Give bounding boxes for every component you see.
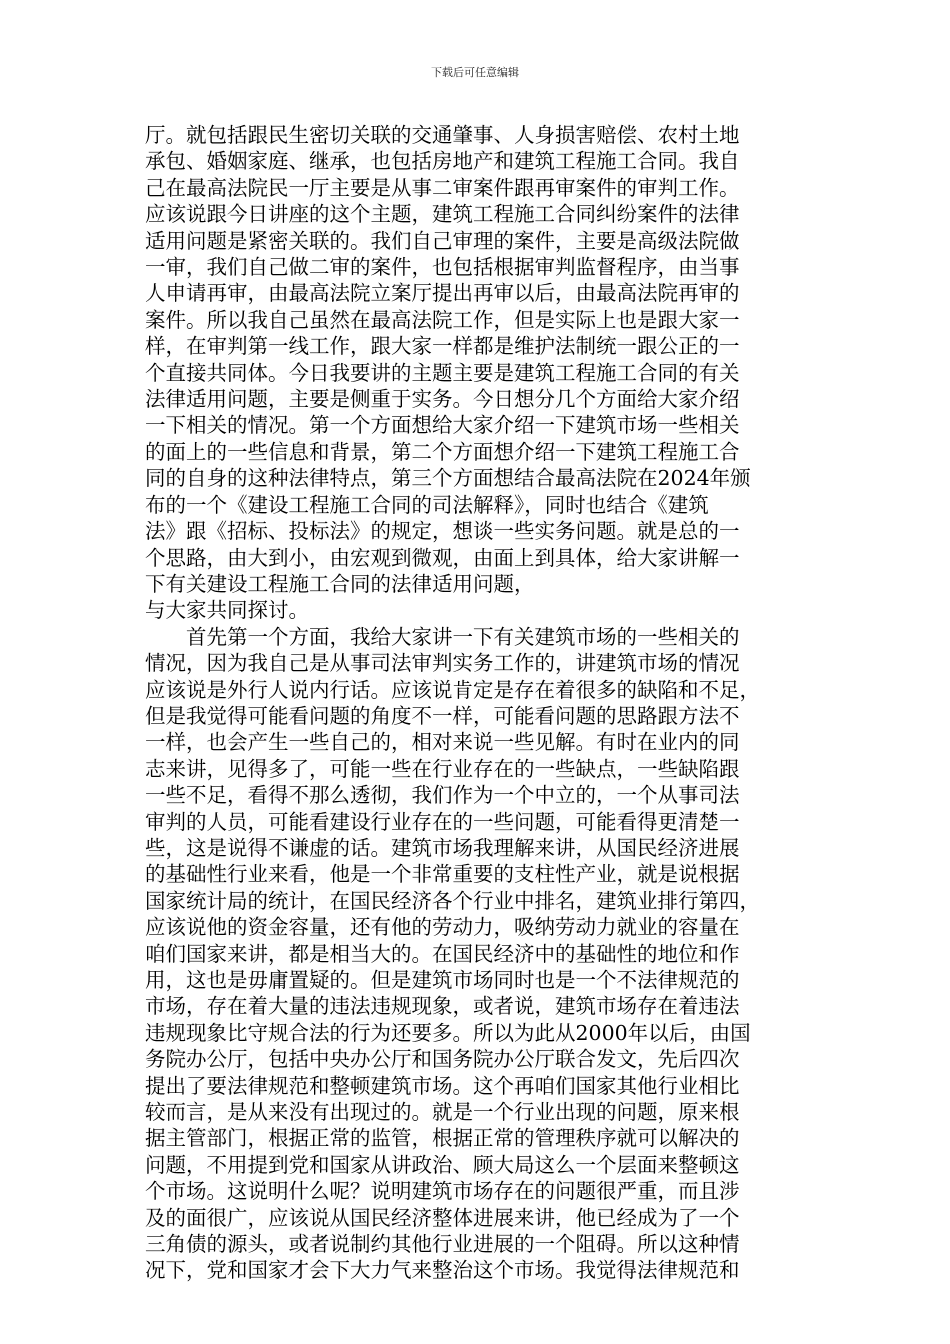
text-line: 承包、婚姻家庭、继承，也包括房地产和建筑工程施工合同。我自 [145, 149, 740, 174]
text-line: 首先第一个方面，我给大家讲一下有关建筑市场的一些相关的 [145, 624, 740, 649]
text-line: 市场，存在着大量的违法违规现象，或者说，建筑市场存在着违法 [145, 994, 740, 1019]
document-body [145, 122, 805, 1284]
text-line: 个直接共同体。今日我要讲的主题主要是建筑工程施工合同的有关 [145, 360, 740, 385]
text-line: 应该说跟今日讲座的这个主题，建筑工程施工合同纠纷案件的法律 [145, 202, 740, 227]
text-line: 法》跟《招标、投标法》的规定，想谈一些实务问题。就是总的一 [145, 519, 740, 544]
text-line: 个市场。这说明什么呢？说明建筑市场存在的问题很严重，而且涉 [145, 1179, 740, 1204]
text-line: 一下相关的情况。第一个方面想给大家介绍一下建筑市场一些相关 [145, 413, 740, 438]
text-line: 样，在审判第一线工作，跟大家一样都是维护法制统一跟公正的一 [145, 334, 740, 359]
text-line: 的面上的一些信息和背景，第二个方面想介绍一下建筑工程施工合 [145, 439, 740, 464]
text-line: 三角债的源头，或者说制约其他行业进展的一个阻碍。所以这种情 [145, 1232, 740, 1257]
text-line: 法律适用问题，主要是侧重于实务。今日想分几个方面给大家介绍 [145, 387, 740, 412]
text-line: 提出了要法律规范和整顿建筑市场。这个再咱们国家其他行业相比 [145, 1073, 740, 1098]
text-line: 与大家共同探讨。 [145, 598, 309, 623]
text-line: 情况，因为我自己是从事司法审判实务工作的，讲建筑市场的情况 [145, 651, 740, 676]
text-line: 据主管部门，根据正常的监管，根据正常的管理秩序就可以解决的 [145, 1126, 740, 1151]
text-line: 些，这是说得不谦虚的话。建筑市场我理解来讲，从国民经济进展 [145, 835, 740, 860]
text-line: 但是我觉得可能看问题的角度不一样，可能看问题的思路跟方法不 [145, 703, 740, 728]
text-line: 同的自身的这种法律特点，第三个方面想结合最高法院在2024年颁 [145, 466, 751, 491]
text-line: 志来讲，见得多了，可能一些在行业存在的一些缺点，一些缺陷跟 [145, 756, 740, 781]
text-line: 务院办公厅，包括中央办公厅和国务院办公厅联合发文，先后四次 [145, 1047, 740, 1072]
paragraph-2 [145, 624, 805, 1284]
text-line: 况下，党和国家才会下大力气来整治这个市场。我觉得法律规范和 [145, 1258, 740, 1283]
text-line: 一样，也会产生一些自己的，相对来说一些见解。有时在业内的同 [145, 730, 740, 755]
page-header: 下载后可任意编辑 [431, 66, 519, 79]
text-line: 国家统计局的统计，在国民经济各个行业中排名，建筑业排行第四， [145, 888, 760, 913]
text-line: 及的面很广，应该说从国民经济整体进展来讲，他已经成为了一个 [145, 1205, 740, 1230]
text-line: 违规现象比守规合法的行为还要多。所以为此从2000年以后，由国 [145, 1020, 751, 1045]
text-line: 下有关建设工程施工合同的法律适用问题， [145, 571, 535, 596]
paragraph-1 [145, 122, 805, 624]
text-line: 较而言，是从来没有出现过的。就是一个行业出现的问题，原来根 [145, 1100, 740, 1125]
text-line: 人申请再审，由最高法院立案厅提出再审以后，由最高法院再审的 [145, 281, 740, 306]
text-line: 咱们国家来讲，都是相当大的。在国民经济中的基础性的地位和作 [145, 941, 740, 966]
text-line: 案件。所以我自己虽然在最高法院工作，但是实际上也是跟大家一 [145, 307, 740, 332]
text-line: 适用问题是紧密关联的。我们自己审理的案件，主要是高级法院做 [145, 228, 740, 253]
text-line: 个思路，由大到小，由宏观到微观，由面上到具体，给大家讲解一 [145, 545, 740, 570]
text-line: 问题，不用提到党和国家从讲政治、顾大局这么一个层面来整顿这 [145, 1152, 740, 1177]
text-line: 应该说他的资金容量，还有他的劳动力，吸纳劳动力就业的容量在 [145, 915, 740, 940]
text-line: 一审，我们自己做二审的案件，也包括根据审判监督程序，由当事 [145, 255, 740, 280]
text-line: 布的一个《建设工程施工合同的司法解释》，同时也结合《建筑 [145, 492, 709, 517]
text-line: 己在最高法院民一厅主要是从事二审案件跟再审案件的审判工作。 [145, 175, 740, 200]
text-line: 用，这也是毋庸置疑的。但是建筑市场同时也是一个不法律规范的 [145, 968, 740, 992]
text-line: 厅。就包括跟民生密切关联的交通肇事、人身损害赔偿、农村土地 [145, 123, 740, 147]
text-line: 应该说是外行人说内行话。应该说肯定是存在着很多的缺陷和不足， [145, 677, 760, 702]
text-line: 一些不足，看得不那么透彻，我们作为一个中立的，一个从事司法 [145, 783, 740, 808]
text-line: 的基础性行业来看，他是一个非常重要的支柱性产业，就是说根据 [145, 862, 740, 887]
text-line: 审判的人员，可能看建设行业存在的一些问题，可能看得更清楚一 [145, 809, 740, 834]
